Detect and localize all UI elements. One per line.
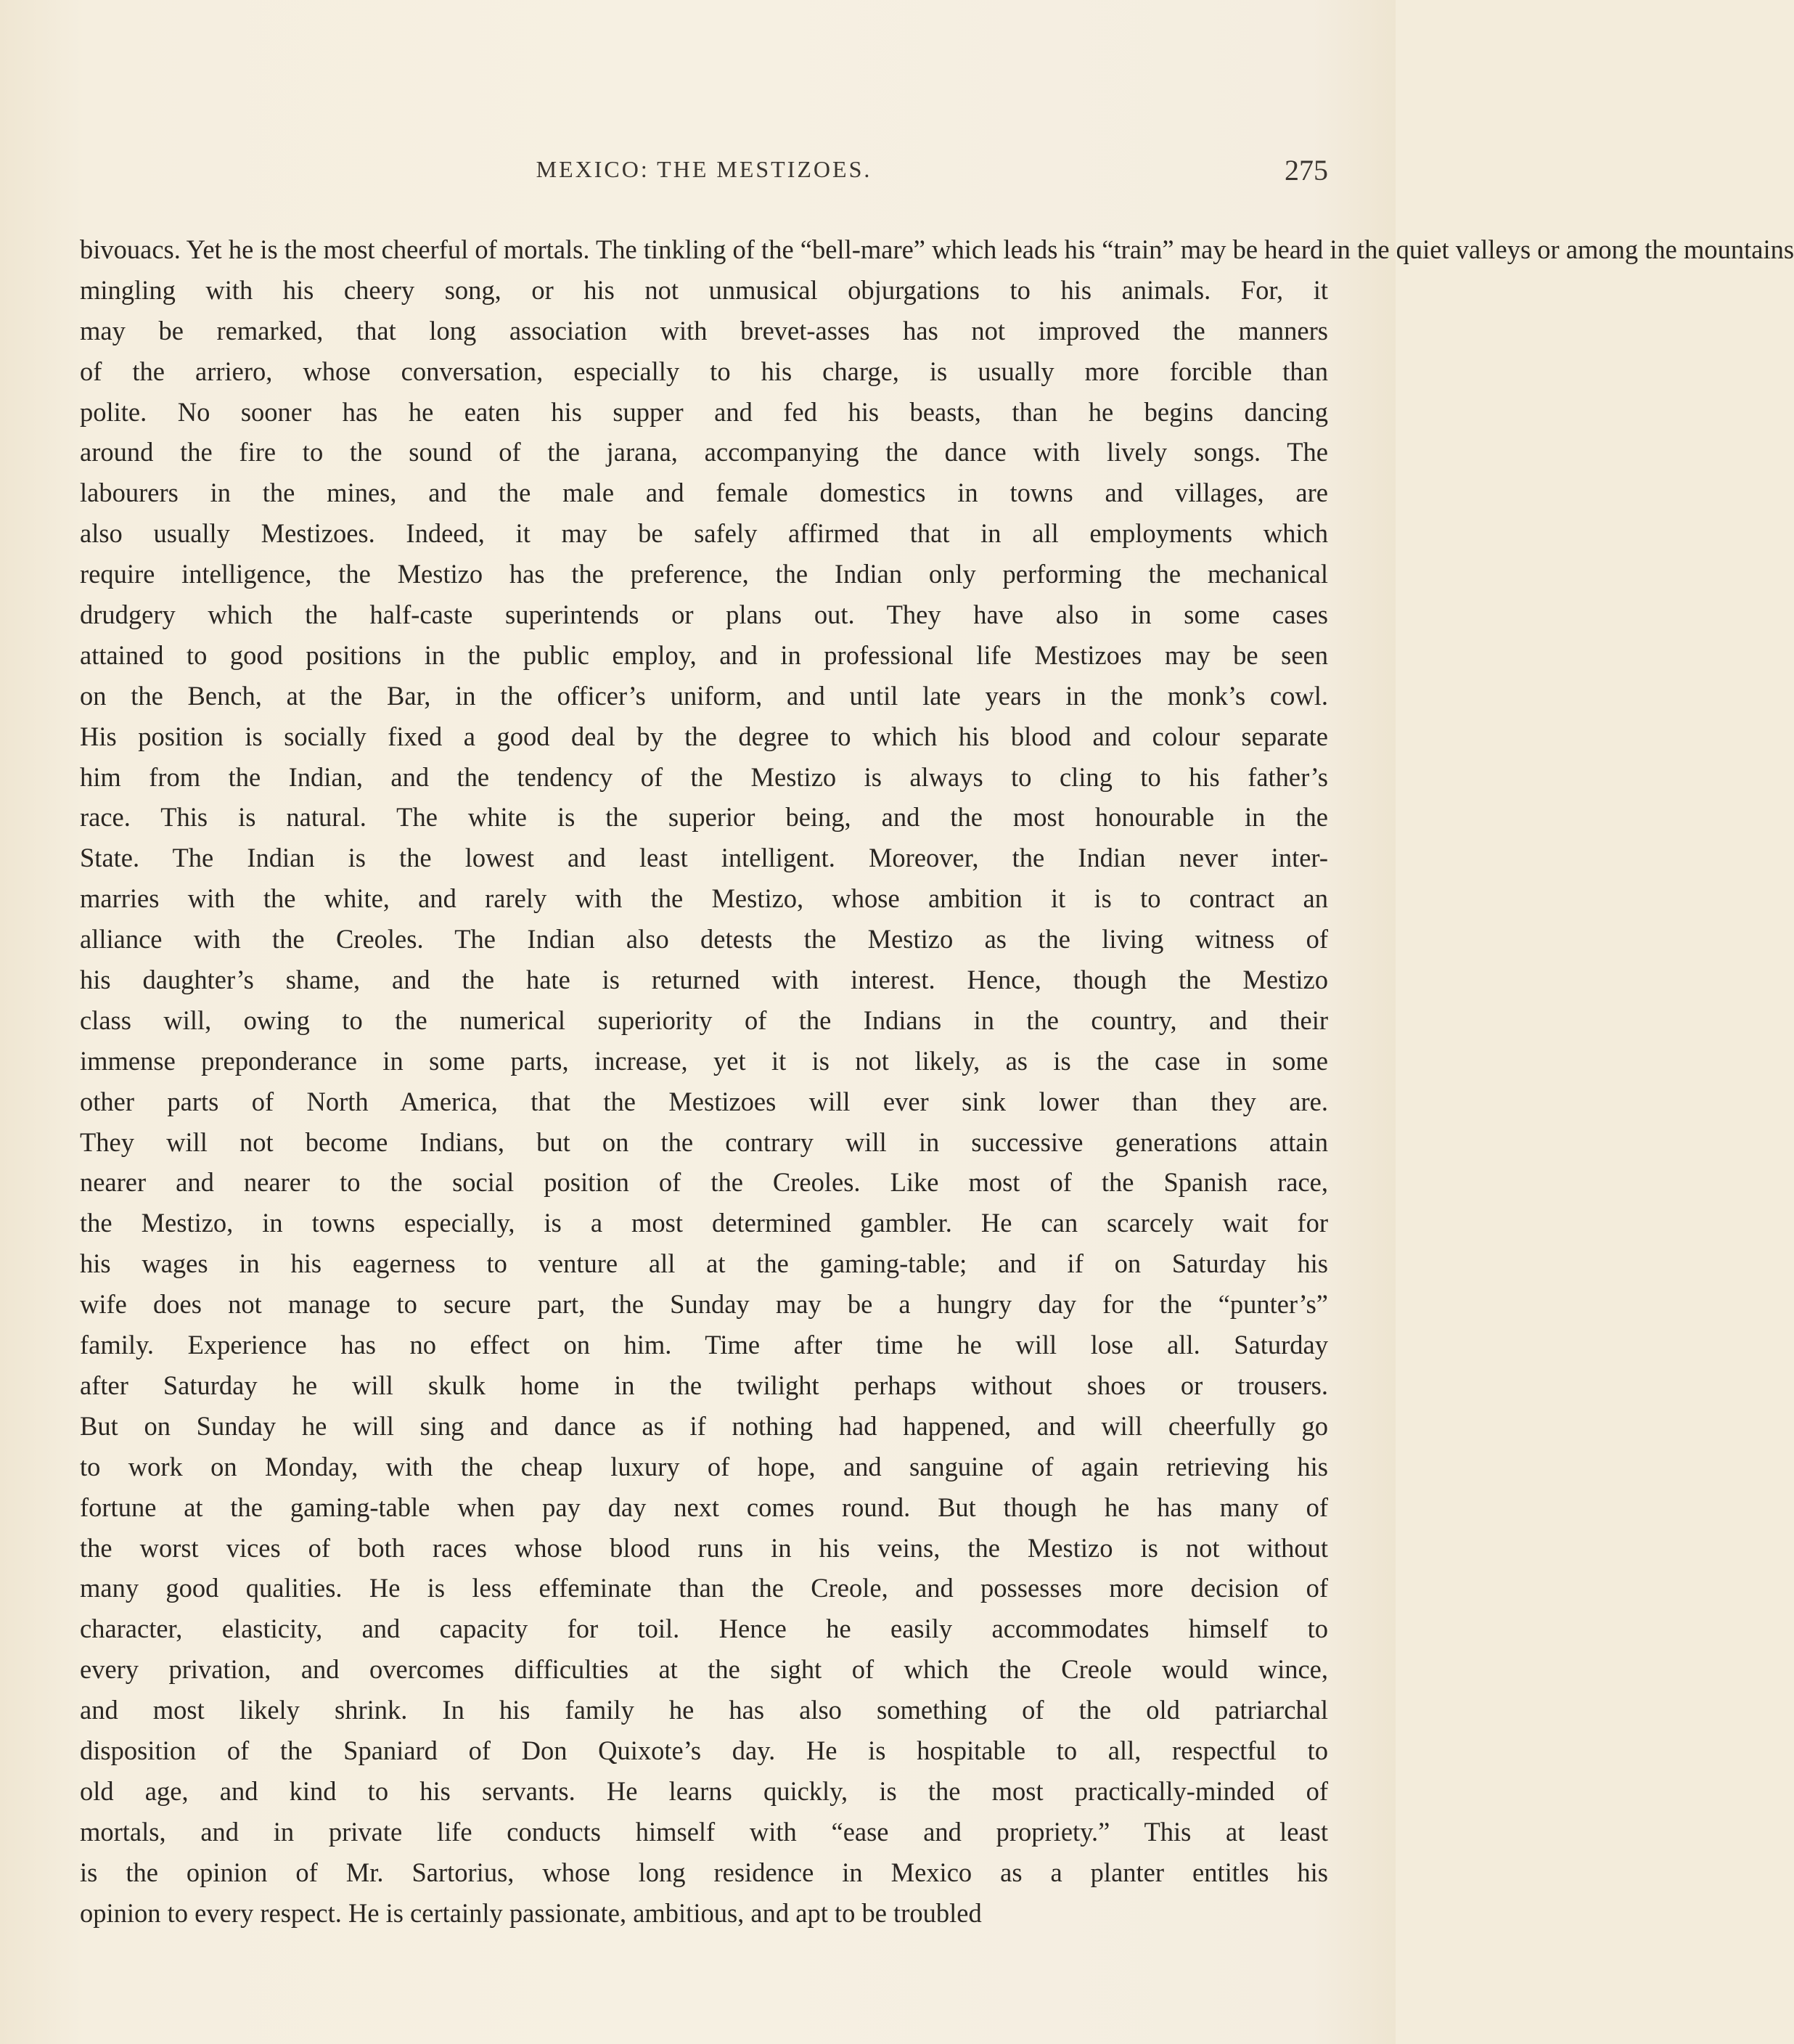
text-line: require intelligence, the Mestizo has the preference, the Indian only performing the mechanical <box>80 559 1328 589</box>
text-line: nearer and nearer to the social position of the Creoles. Like most of the Spanish race, <box>80 1167 1328 1198</box>
text-line: disposition of the Spaniard of Don Quixote’s day. He is hospitable to all, respectful to <box>80 1735 1328 1765</box>
text-line: the Mestizo, in towns especially, is a most determined gambler. He can scarcely wait for <box>80 1208 1328 1238</box>
text-line: immense preponderance in some parts, increase, yet it is not likely, as is the case in some <box>80 1045 1328 1076</box>
text-line: labourers in the mines, and the male and female domestics in towns and villages, are <box>80 478 1328 508</box>
text-line: and most likely shrink. In his family he has also something of the old patriarchal <box>80 1695 1328 1725</box>
text-line: family. Experience has no effect on him. Time after time he will lose all. Saturday <box>80 1330 1328 1360</box>
text-line: drudgery which the half-caste superintends or plans out. They have also in some cases <box>80 600 1328 630</box>
text-line: bivouacs. Yet he is the most cheerful of mortals. The tinkling of the “bell-mare” which leads his “train” may be heard in the quiet valleys or among the mountains <box>80 234 1794 264</box>
text-line: him from the Indian, and the tendency of the Mestizo is always to cling to his father’s <box>80 761 1328 792</box>
body-text <box>80 229 1794 1933</box>
text-line: the worst vices of both races whose blood runs in his veins, the Mestizo is not without <box>80 1532 1328 1563</box>
text-line: his daughter’s shame, and the hate is returned with interest. Hence, though the Mestizo <box>80 965 1328 995</box>
text-line: many good qualities. He is less effeminate than the Creole, and possesses more decision of <box>80 1573 1328 1603</box>
page-header <box>80 156 1328 200</box>
text-line: mingling with his cheery song, or his not unmusical objurgations to his animals. For, it <box>80 274 1328 305</box>
text-line: on the Bench, at the Bar, in the officer’s uniform, and until late years in the monk’s cowl. <box>80 680 1328 711</box>
text-line: every privation, and overcomes difficulties at the sight of which the Creole would wince, <box>80 1654 1328 1685</box>
text-line: is the opinion of Mr. Sartorius, whose long residence in Mexico as a planter entitles his <box>80 1857 1328 1887</box>
text-line: But on Sunday he will sing and dance as if nothing had happened, and will cheerfully go <box>80 1410 1328 1441</box>
text-line: also usually Mestizoes. Indeed, it may be safely affirmed that in all employments which <box>80 518 1328 549</box>
text-line: His position is socially fixed a good deal by the degree to which his blood and colour separate <box>80 721 1328 751</box>
text-line: his wages in his eagerness to venture all at the gaming-table; and if on Saturday his <box>80 1248 1328 1279</box>
text-line: polite. No sooner has he eaten his supper and fed his beasts, than he begins dancing <box>80 396 1328 427</box>
text-line: around the fire to the sound of the jarana, accompanying the dance with lively songs. The <box>80 437 1328 467</box>
text-line: of the arriero, whose conversation, especially to his charge, is usually more forcible than <box>80 356 1328 386</box>
text-line: other parts of North America, that the Mestizoes will ever sink lower than they are. <box>80 1086 1328 1116</box>
text-line: wife does not manage to secure part, the Sunday may be a hungry day for the “punter’s” <box>80 1289 1328 1320</box>
text-line: attained to good positions in the public employ, and in professional life Mestizoes may be seen <box>80 639 1328 670</box>
text-line: opinion to every respect. He is certainly passionate, ambitious, and apt to be troubled <box>80 1897 982 1928</box>
text-line: after Saturday he will skulk home in the twilight perhaps without shoes or trousers. <box>80 1370 1328 1400</box>
text-line: to work on Monday, with the cheap luxury of hope, and sanguine of again retrieving his <box>80 1451 1328 1481</box>
text-line: alliance with the Creoles. The Indian also detests the Mestizo as the living witness of <box>80 924 1328 954</box>
running-title: MEXICO: THE MESTIZOES. <box>536 156 872 182</box>
text-line: old age, and kind to his servants. He learns quickly, is the most practically-minded of <box>80 1775 1328 1806</box>
text-line: class will, owing to the numerical superiority of the Indians in the country, and their <box>80 1005 1328 1035</box>
text-line: marries with the white, and rarely with the Mestizo, whose ambition it is to contract an <box>80 883 1328 914</box>
page-number: 275 <box>1285 154 1328 187</box>
text-line: mortals, and in private life conducts himself with “ease and propriety.” This at least <box>80 1816 1328 1847</box>
text-line: may be remarked, that long association with brevet-asses has not improved the manners <box>80 315 1328 346</box>
text-line: They will not become Indians, but on the contrary will in successive generations attain <box>80 1127 1328 1157</box>
text-line: fortune at the gaming-table when pay day next comes round. But though he has many of <box>80 1492 1328 1522</box>
text-line: race. This is natural. The white is the superior being, and the most honourable in the <box>80 802 1328 833</box>
text-line: State. The Indian is the lowest and least intelligent. Moreover, the Indian never inter- <box>80 843 1328 873</box>
text-line: character, elasticity, and capacity for toil. Hence he easily accommodates himself to <box>80 1614 1328 1644</box>
